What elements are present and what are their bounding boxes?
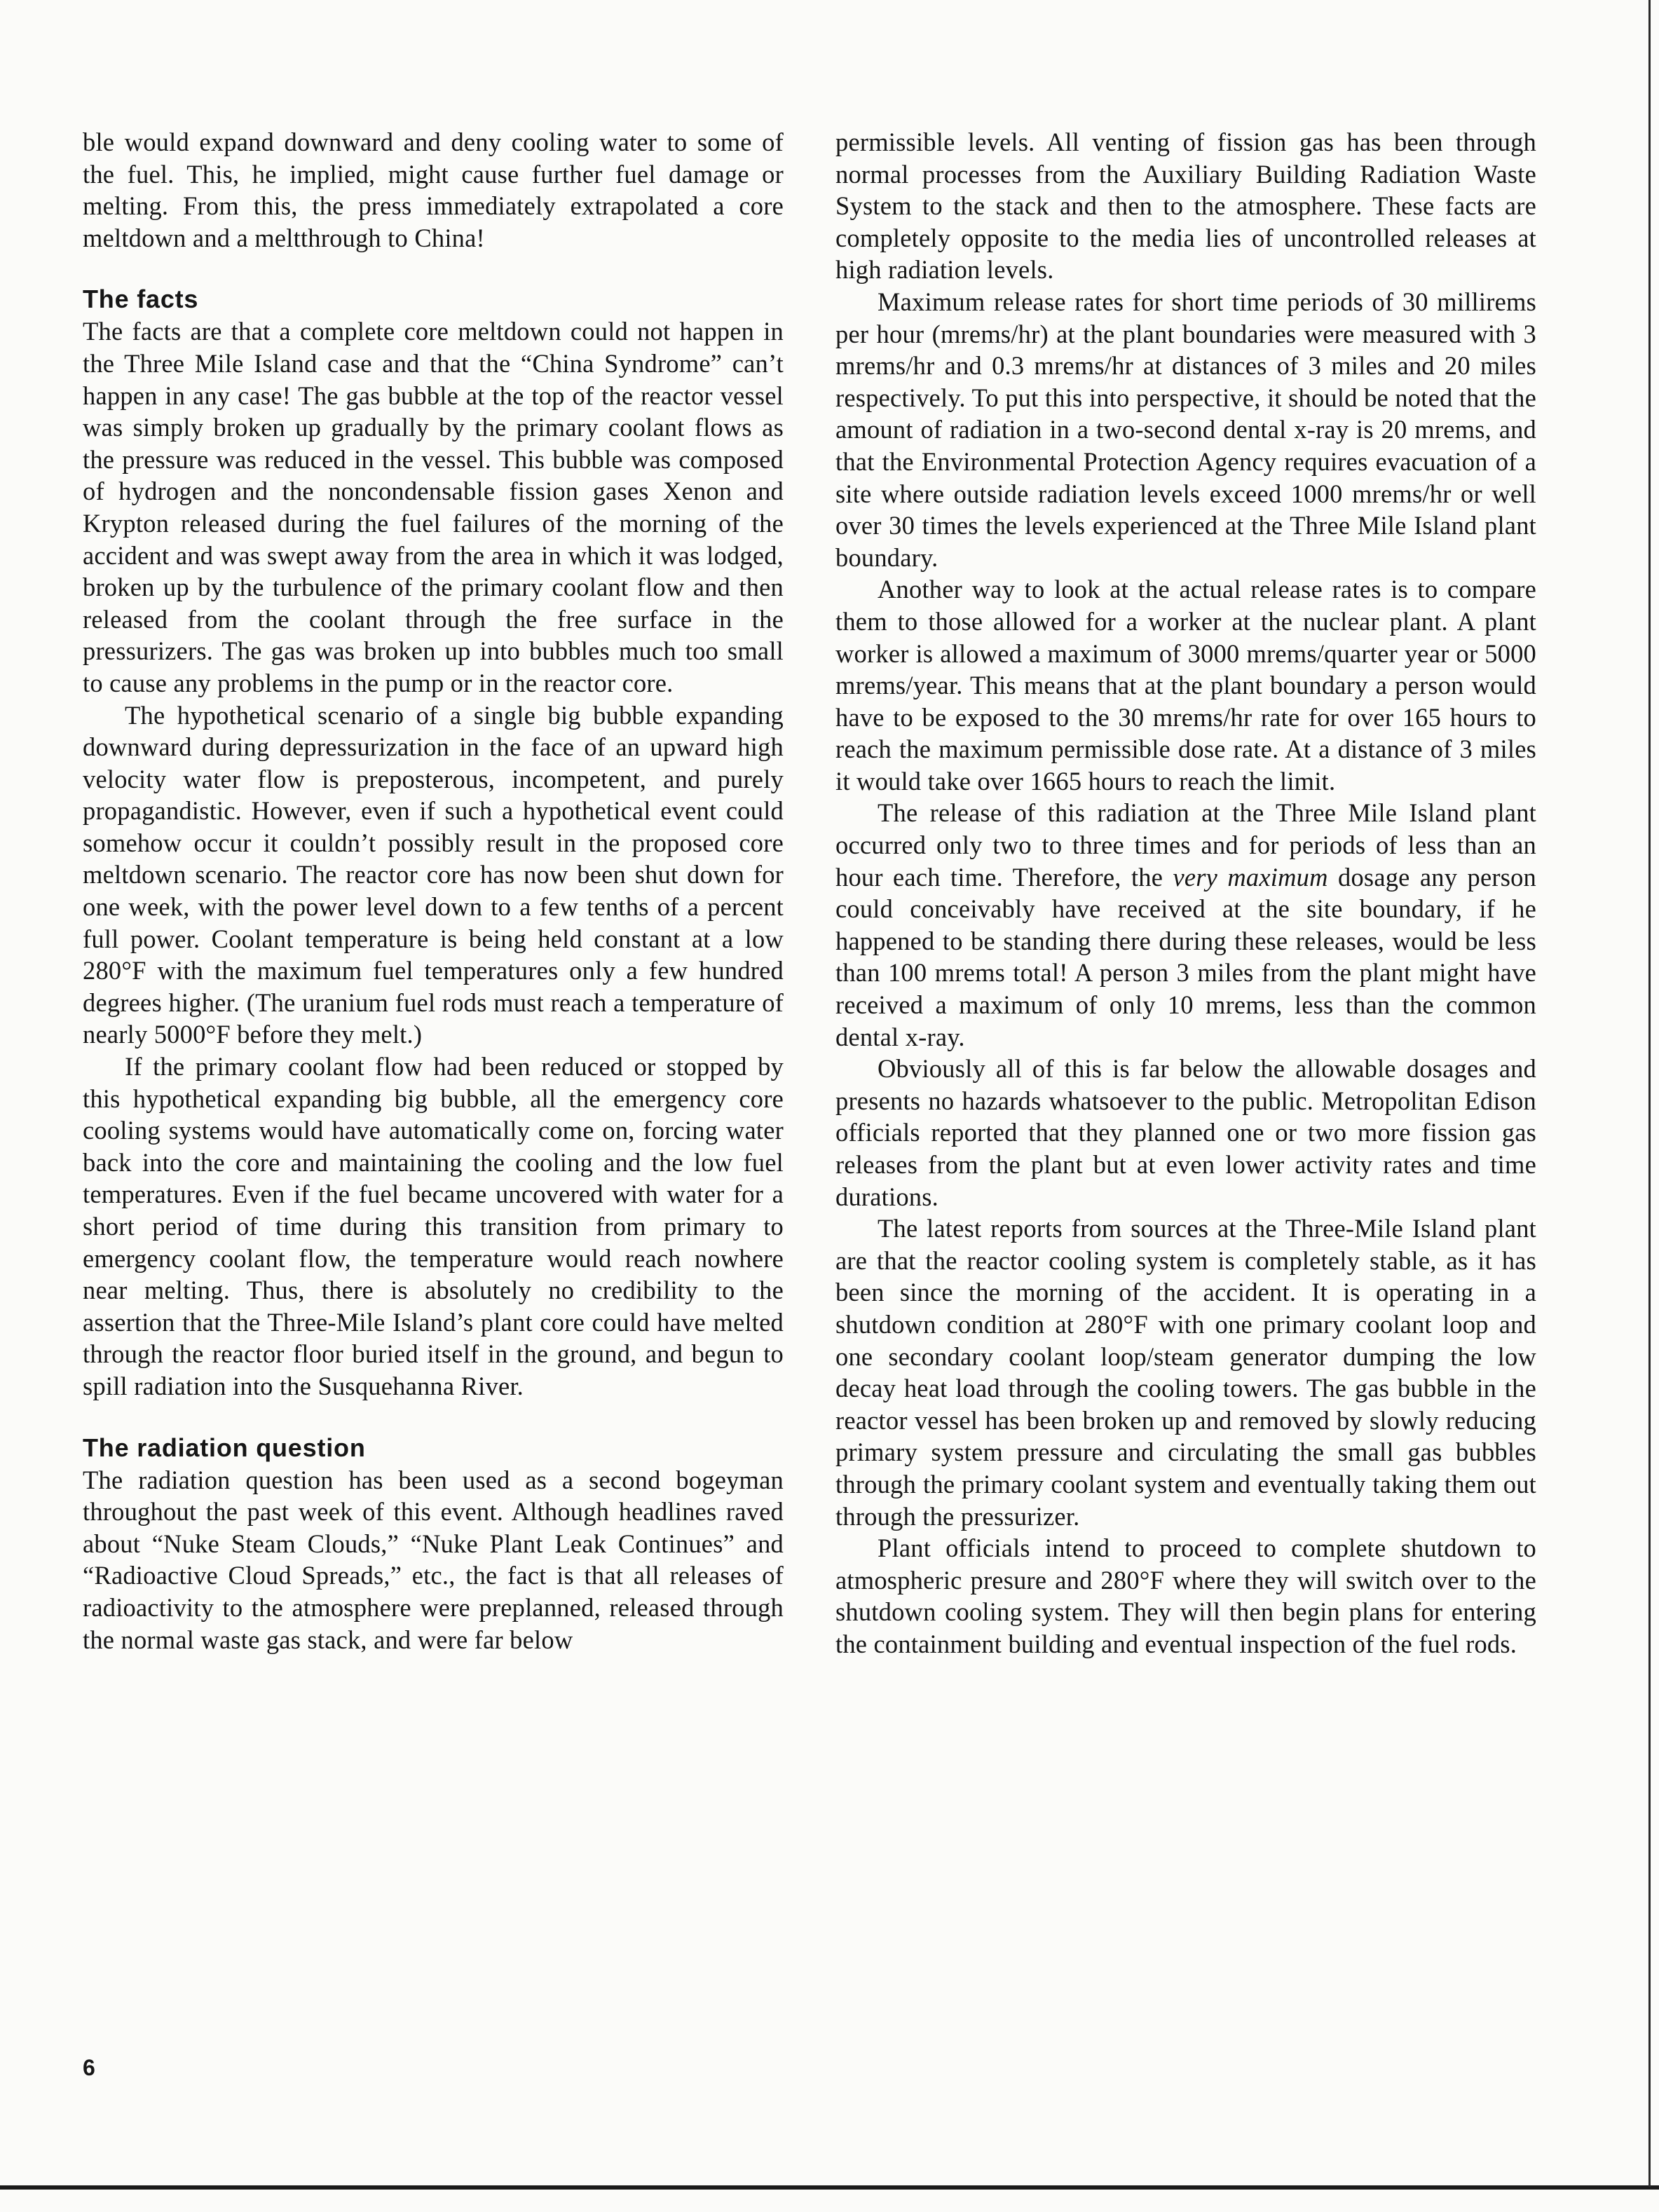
italic-emphasis: very maximum [1173,862,1328,892]
paragraph: permissible levels. All venting of fission gas has been through normal processes from the Auxiliary Building Radiation Waste System to the stack and then to the atmosphere. These facts are completely opposite to the media lies of uncontrolled releases at high radiation levels. [835,128,1536,285]
paragraph: Obviously all of this is far below the allowable dosages and presents no hazards whatsoever to the public. Metropolitan Edison officials reported that they planned one or two more fission gas releases from the plant but at even lower activity rates and time durations. [835,1054,1536,1211]
paragraph: Plant officials intend to proceed to complete shutdown to atmospheric presure and 280°F where they will switch over to the shutdown cooling system. They will then begin plans for entering the containment building and eventual inspection of the fuel rods. [835,1534,1536,1658]
paragraph: If the primary coolant flow had been reduced or stopped by this hypothetical expanding big bubble, all the emergency core cooling systems would have automatically come on, forcing water back into the core and maintaining the cooling and the low fuel temperatures. Even if the fuel became uncovered with water for a short period of time during this transition from primary to emergency coolant flow, the temperature would reach nowhere near melting. Thus, there is absolutely no credibility to the assertion that the Three-Mile Island’s plant core could have melted through the reactor floor buried itself in the ground, and begun to spill radiation into the Susquehanna River. [83,1052,784,1400]
text-run: The release of this radiation at the Three Mile Island plant occurred only two to three times and for periods of less than an hour each time. Therefore, the [835,798,1536,892]
paragraph [835,797,1536,1053]
paragraph: Another way to look at the actual release rates is to compare them to those allowed for a worker at the nuclear plant. A plant worker is allowed a maximum of 3000 mrems/quarter year or 5000 mrems/year. This means that at the plant boundary a person would have to be exposed to the 30 mrems/hr rate for over 165 hours to reach the maximum permissible dose rate. At a distance of 3 miles it would take over 1665 hours to reach the limit. [835,575,1536,796]
bottom-rule [0,2185,1659,2190]
paragraph: The hypothetical scenario of a single big bubble expanding downward during depressurization in the face of an upward high velocity water flow is preposterous, incompetent, and purely propagandistic. However, even if such a hypothetical event could somehow occur it couldn’t possibly result in the proposed core meltdown scenario. The reactor core has now been shut down for one week, with the power level down to a few tenths of a percent full power. Coolant temperature is being held constant at a low 280°F with the maximum fuel temperatures only a few hundred degrees higher. (The uranium fuel rods must reach a temperature of nearly 5000°F before they melt.) [83,700,784,1049]
section-heading-radiation: The radiation question [83,1433,366,1462]
paragraph: The radiation question has been used as a second bogeyman throughout the past week of this event. Although headlines raved about “Nuke Steam Clouds,” “Nuke Plant Leak Continues” and “Radioactive Cloud Spreads,” etc., the fact is that all releases of radioactivity to the atmosphere were preplanned, released through the normal waste gas stack, and were far below [83,1465,784,1654]
paragraph: ble would expand downward and deny cooling water to some of the fuel. This, he implied, might cause further fuel damage or melting. From this, the press immediately extrapolated a core meltdown and a meltthrough to China! [83,128,784,252]
paragraph: The facts are that a complete core meltdown could not happen in the Three Mile Island case and that the “China Syndrome” can’t happen in any case! The gas bubble at the top of the reactor vessel was simply broken up gradually by the primary coolant flows as the pressure was reduced in the vessel. This bubble was composed of hydrogen and the noncondensable fission gases Xenon and Krypton released during the fuel failures of the morning of the accident and was swept away from the area in which it was lodged, broken up by the turbulence of the primary coolant flow and then released from the coolant through the free surface in the pressurizers. The gas was broken up into bubbles much too small to cause any problems in the pump or in the reactor core. [83,317,784,697]
right-column [835,126,1536,1660]
paragraph: Maximum release rates for short time periods of 30 millirems per hour (mrems/hr) at the plant boundaries were measured with 3 mrems/hr and 0.3 mrems/hr at distances of 3 miles and 20 miles respectively. To put this into perspective, it should be noted that the amount of radiation in a two-second dental x-ray is 20 mrems, and that the Environmental Protection Agency requires evacuation of a site where outside radiation levels exceed 1000 mrems/hr or well over 30 times the levels experienced at the Three Mile Island plant boundary. [835,287,1536,572]
section-heading-facts: The facts [83,285,199,314]
text-run: dosage any person could conceivably have received at the site boundary, if he happened to be standing there during these releases, would be less than 100 mrems total! A person 3 miles from the plant might have received a maximum of only 10 mrems, less than the common dental x-ray. [835,862,1537,1051]
page-number: 6 [83,2055,95,2080]
left-column [83,126,784,1655]
paragraph: The latest reports from sources at the Three-Mile Island plant are that the reactor cooling system is completely stable, as it has been since the morning of the accident. It is operating in a shutdown condition at 280°F with one primary coolant loop and one secondary coolant loop/steam generator dumping the low decay heat load through the cooling towers. The gas bubble in the reactor vessel has been broken up and removed by slowly reducing primary system pressure and circulating the small gas bubbles through the primary coolant system and eventually taking them out through the pressurizer. [835,1214,1536,1531]
right-edge-rule [1648,0,1651,2187]
